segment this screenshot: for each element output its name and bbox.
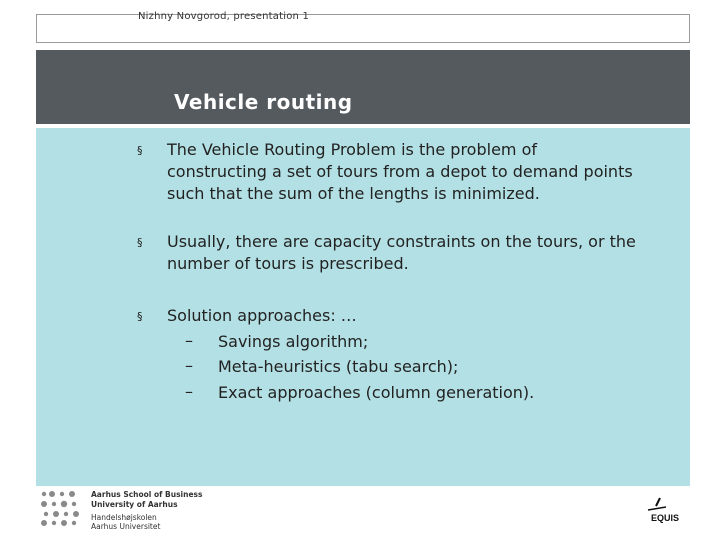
sub-marker: –	[185, 382, 193, 401]
presentation-label: Nizhny Novgorod, presentation 1	[138, 11, 310, 22]
sub-item: Savings algorithm;	[218, 332, 369, 351]
slide-title: Vehicle routing	[174, 90, 353, 114]
sub-marker: –	[185, 356, 193, 375]
equis-label: EQUIS	[651, 513, 680, 523]
sub-item: Exact approaches (column generation).	[218, 383, 535, 402]
bullet-marker: §	[137, 144, 143, 157]
bullet-marker: §	[137, 236, 143, 249]
university-name: University of Aarhus	[91, 500, 178, 509]
equis-logo-icon	[642, 494, 690, 528]
university-name-danish: Aarhus Universitet	[91, 522, 161, 531]
sub-marker: –	[185, 331, 193, 350]
bullet-text: Usually, there are capacity constraints on the tours, or the number of tours is prescribed.	[167, 232, 636, 273]
title-band	[36, 50, 690, 124]
school-name-danish: Handelshøjskolen	[91, 513, 157, 522]
school-name: Aarhus School of Business	[91, 490, 203, 499]
bullet-text: Solution approaches: …	[167, 306, 357, 325]
sub-item: Meta-heuristics (tabu search);	[218, 357, 459, 376]
university-logo-icon	[40, 490, 84, 528]
bullet-text: The Vehicle Routing Problem is the problem of constructing a set of tours from a depot to demand points such that the sum of the lengths is minimized.	[167, 140, 633, 203]
bullet-marker: §	[137, 310, 143, 323]
header-bar	[36, 14, 690, 43]
